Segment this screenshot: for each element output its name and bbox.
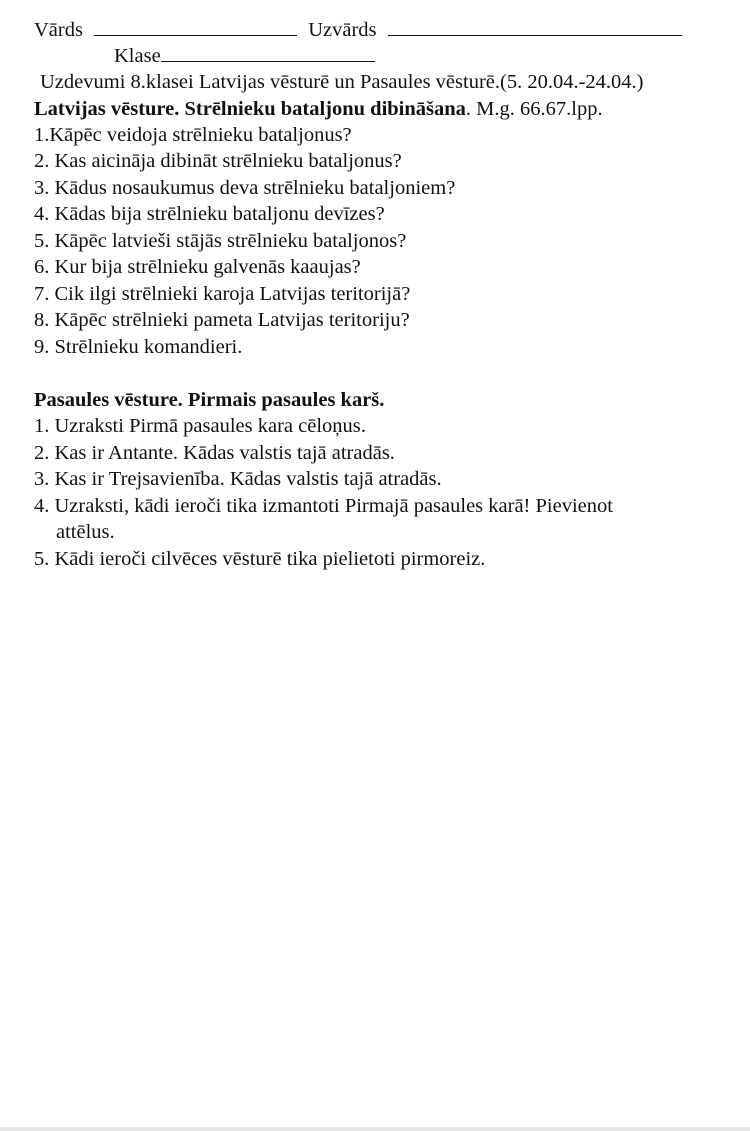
class-field-line bbox=[161, 45, 375, 62]
question-item: 2. Kas ir Antante. Kādas valstis tajā atradās. bbox=[34, 442, 395, 464]
section1-heading bbox=[34, 96, 603, 122]
page-bottom-edge bbox=[0, 1127, 750, 1131]
name-label: Vārds bbox=[34, 19, 83, 41]
name-row bbox=[34, 17, 682, 43]
question-item: 2. Kas aicināja dibināt strēlnieku bataljonus? bbox=[34, 150, 402, 172]
question-item: 8. Kāpēc strēlnieki pameta Latvijas teritoriju? bbox=[34, 309, 410, 331]
question-item-continuation: attēlus. bbox=[56, 521, 115, 543]
question-item: 7. Cik ilgi strēlnieki karoja Latvijas teritorijā? bbox=[34, 283, 411, 305]
name-field-line bbox=[94, 19, 297, 36]
question-item: 5. Kāpēc latvieši stājās strēlnieku bataljonos? bbox=[34, 230, 407, 252]
surname-field-line bbox=[388, 19, 682, 36]
question-item: 4. Uzraksti, kādi ieroči tika izmantoti Pirmajā pasaules karā! Pievienot bbox=[34, 495, 613, 517]
section2-heading-bold: Pasaules vēsture. Pirmais pasaules karš. bbox=[34, 389, 385, 411]
question-item: 3. Kādus nosaukumus deva strēlnieku bataljoniem? bbox=[34, 177, 456, 199]
question-item: 9. Strēlnieku komandieri. bbox=[34, 336, 243, 358]
section1-heading-reference: . M.g. 66.67.lpp. bbox=[465, 98, 603, 120]
question-item: 1. Uzraksti Pirmā pasaules kara cēloņus. bbox=[34, 415, 366, 437]
question-item: 5. Kādi ieroči cilvēces vēsturē tika pielietoti pirmoreiz. bbox=[34, 548, 486, 570]
page-title: Uzdevumi 8.klasei Latvijas vēsturē un Pasaules vēsturē.(5. 20.04.-24.04.) bbox=[40, 71, 644, 93]
surname-label: Uzvārds bbox=[308, 19, 377, 41]
question-item: 4. Kādas bija strēlnieku bataljonu devīzes? bbox=[34, 203, 385, 225]
question-item: 3. Kas ir Trejsavienība. Kādas valstis tajā atradās. bbox=[34, 468, 442, 490]
class-row bbox=[114, 43, 375, 69]
section2-heading bbox=[34, 387, 384, 413]
class-label: Klase bbox=[114, 45, 161, 67]
question-item: 6. Kur bija strēlnieku galvenās kaaujas? bbox=[34, 256, 361, 278]
question-item: 1.Kāpēc veidoja strēlnieku bataljonus? bbox=[34, 124, 352, 146]
section1-heading-bold: Latvijas vēsture. Strēlnieku bataljonu dibināšana bbox=[34, 98, 466, 120]
